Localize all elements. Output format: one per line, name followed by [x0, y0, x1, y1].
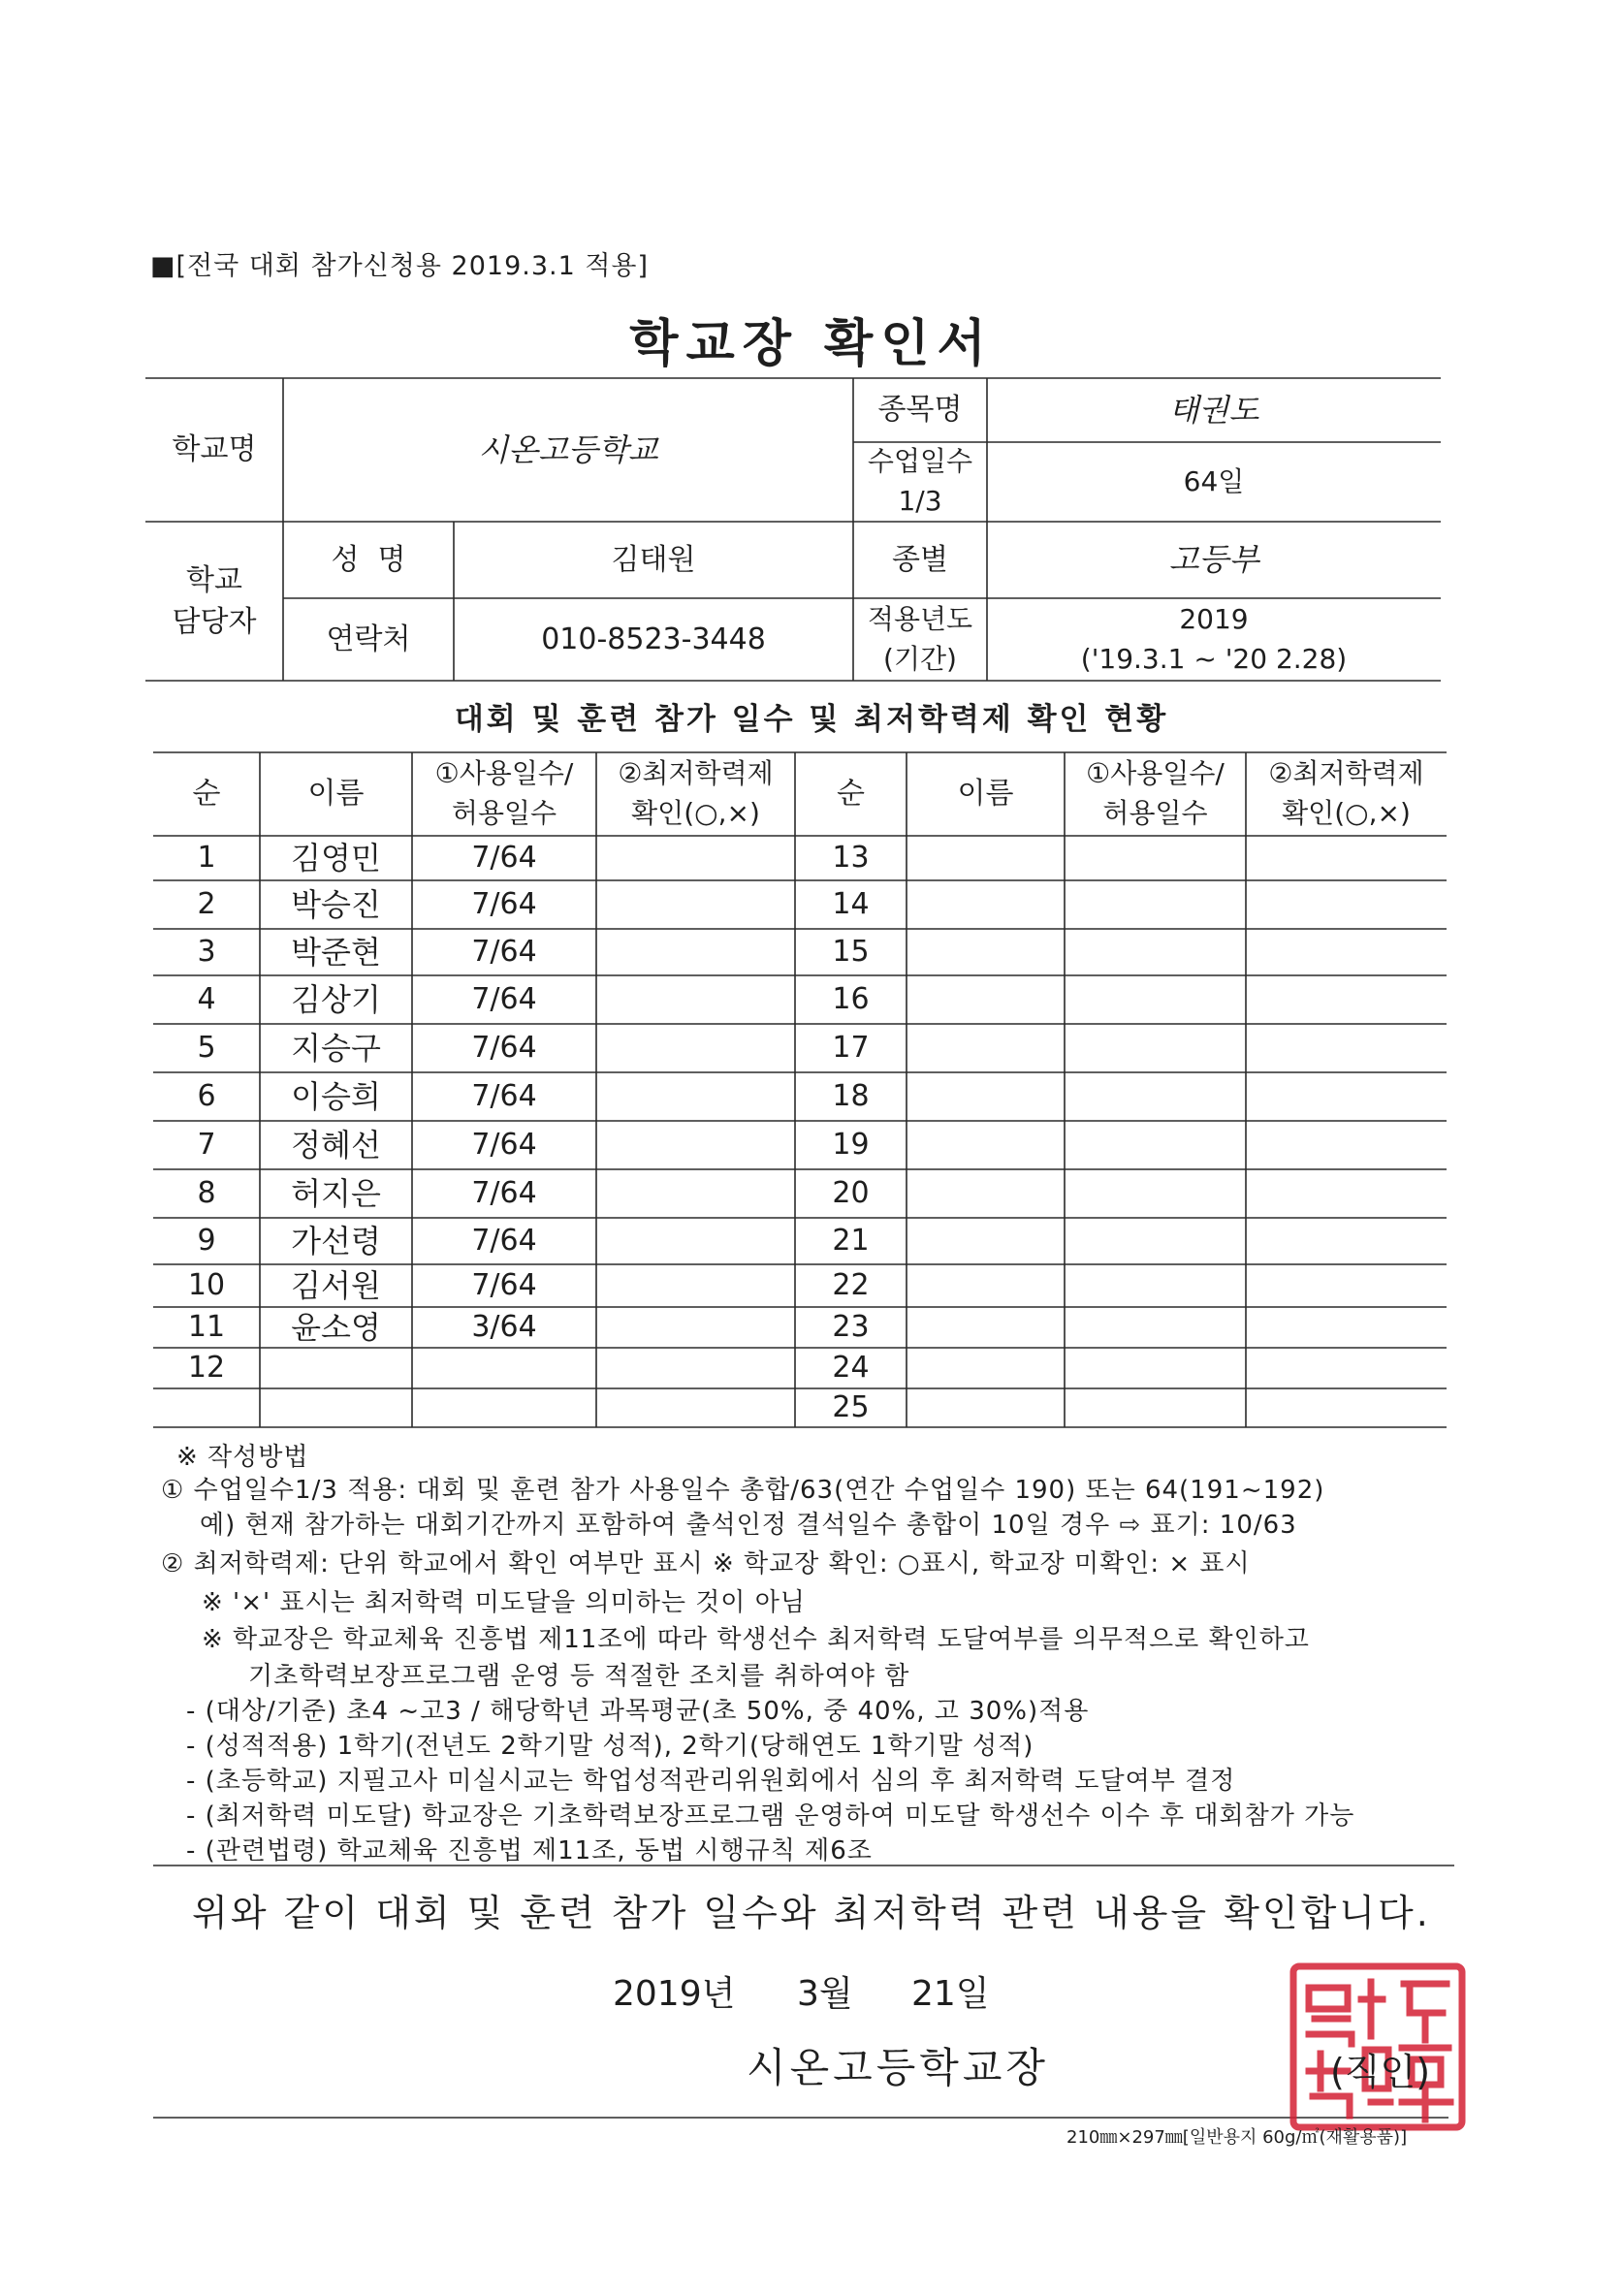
right-row-no: 16 [832, 982, 870, 1017]
left-row-name: 김상기 [291, 980, 381, 1018]
left-row-name: 박준현 [291, 933, 381, 971]
header-days-right [1065, 752, 1246, 836]
header-days-left [412, 752, 596, 836]
school-days-label [853, 442, 987, 522]
confirmation-text: 위와 같이 대회 및 훈련 참가 일수와 최저학력 관련 내용을 확인합니다. [192, 1892, 1431, 1934]
header-no-left: 순 [192, 777, 221, 812]
year-label [853, 598, 987, 681]
year-value-line1: 2019 [1179, 602, 1249, 635]
left-row-no: 6 [197, 1079, 216, 1114]
header-no-right: 순 [837, 777, 865, 812]
division-label: 종별 [892, 542, 948, 577]
seal-label: (직인) [1330, 2051, 1431, 2093]
header-check-right-line2: 확인(○,×) [1282, 797, 1411, 829]
left-row-days: 7/64 [471, 1224, 537, 1259]
sport-label: 종목명 [877, 393, 963, 428]
left-row-name: 정혜선 [291, 1126, 381, 1164]
left-row-days: 7/64 [471, 1128, 537, 1163]
instruction-line: - (성적적용) 1학기(전년도 2학기말 성적), 2학기(당해연도 1학기말 성적) [186, 1732, 1034, 1761]
instruction-line: ① 수업일수1/3 적용: 대회 및 훈련 참가 사용일수 총합/63(연간 수업일수 190) 또는 64(191~192) [161, 1476, 1325, 1505]
left-row-days: 7/64 [471, 982, 537, 1017]
left-row-name: 가선령 [291, 1222, 381, 1260]
right-row-no: 21 [832, 1224, 870, 1259]
date-day: 21일 [911, 1974, 990, 2014]
header-days-right-line1: ①사용일수/ [1086, 757, 1225, 790]
left-row-name: 윤소영 [291, 1308, 381, 1346]
instructions-heading: ※ 작성방법 [176, 1443, 309, 1472]
school-days-value: 64일 [1183, 464, 1245, 497]
date-year: 2019년 [613, 1974, 736, 2014]
instruction-line: ※ 학교장은 학교체육 진흥법 제11조에 따라 학생선수 최저학력 도달여부를 의무적으로 확인하고 [202, 1625, 1310, 1654]
left-row-days [412, 1388, 596, 1427]
year-label-line2: (기간) [883, 642, 957, 675]
school-days-label-line2: 1/3 [898, 485, 942, 517]
header-days-left-line1: ①사용일수/ [434, 757, 574, 790]
left-row-name: 김영민 [291, 839, 381, 877]
left-row-name: 이승희 [291, 1077, 381, 1115]
left-row-name: 지승구 [291, 1029, 381, 1067]
left-row-no: 7 [197, 1128, 216, 1163]
left-row-no: 5 [197, 1031, 216, 1066]
school-value: 시온고등학교 [478, 430, 658, 468]
manager-label-line1: 학교 [186, 562, 242, 597]
left-row-no: 4 [197, 982, 216, 1017]
left-row-name [260, 1388, 412, 1427]
manager-name-label: 성 명 [331, 542, 406, 577]
left-row-no: 12 [187, 1351, 226, 1386]
left-row-days: 7/64 [471, 935, 537, 970]
left-row-no: 2 [197, 887, 216, 922]
right-row-no: 13 [832, 841, 870, 876]
year-label-line1: 적용년도 [867, 602, 973, 635]
manager-label [145, 522, 283, 681]
instruction-line: 기초학력보장프로그램 운영 등 적절한 조치를 취하여야 함 [248, 1662, 910, 1691]
left-row-name [260, 1348, 412, 1388]
section-title: 대회 및 훈련 참가 일수 및 최저학력제 확인 현황 [454, 702, 1169, 737]
instruction-line: 예) 현재 참가하는 대회기간까지 포함하여 출석인정 결석일수 총합이 10일 경우 ⇨ 표기: 10/63 [200, 1511, 1297, 1540]
contact-label: 연락처 [326, 622, 411, 656]
right-row-no: 20 [832, 1176, 870, 1211]
left-row-days: 7/64 [471, 1079, 537, 1114]
left-row-days [412, 1348, 596, 1388]
left-row-days: 7/64 [471, 1031, 537, 1066]
header-check-left-line1: ②최저학력제 [618, 757, 774, 790]
manager-label-line2: 담당자 [172, 605, 257, 639]
instruction-line: - (초등학교) 지필고사 미실시교는 학업성적관리위원회에서 심의 후 최저학력 도달여부 결정 [186, 1767, 1236, 1796]
contact-value: 010-8523-3448 [541, 622, 766, 656]
header-name-left: 이름 [307, 777, 365, 812]
year-value [987, 598, 1441, 681]
left-row-days: 3/64 [471, 1310, 537, 1345]
right-row-no: 25 [832, 1390, 870, 1425]
right-row-no: 15 [832, 935, 870, 970]
date-month: 3월 [797, 1974, 853, 2014]
instruction-line: - (관련법령) 학교체육 진흥법 제11조, 동법 시행규칙 제6조 [186, 1836, 873, 1866]
instruction-line: - (최저학력 미도달) 학교장은 기초학력보장프로그램 운영하여 미도달 학생선수 이수 후 대회참가 가능 [186, 1802, 1355, 1831]
header-check-left-line2: 확인(○,×) [631, 797, 760, 829]
left-row-no: 10 [187, 1268, 226, 1303]
header-days-right-line2: 허용일수 [1102, 797, 1208, 829]
right-row-no: 18 [832, 1079, 870, 1114]
right-row-no: 17 [832, 1031, 870, 1066]
document-title: 학교장 확인서 [629, 315, 994, 373]
instruction-line: ② 최저학력제: 단위 학교에서 확인 여부만 표시 ※ 학교장 확인: ○표시, 학교장 미확인: × 표시 [161, 1549, 1251, 1578]
left-row-no: 3 [197, 935, 216, 970]
principal-name: 시온고등학교장 [747, 2044, 1050, 2091]
manager-name-value: 김태원 [611, 542, 696, 577]
left-row-no: 8 [197, 1176, 216, 1211]
header-check-right-line1: ②최저학력제 [1268, 757, 1424, 790]
sport-value: 태권도 [1168, 391, 1259, 429]
right-row-no: 14 [832, 887, 870, 922]
right-row-no: 23 [832, 1310, 870, 1345]
left-row-days: 7/64 [471, 887, 537, 922]
left-row-no: 11 [187, 1310, 226, 1345]
left-row-name: 박승진 [291, 885, 381, 923]
instruction-line: ※ '×' 표시는 최저학력 미도달을 의미하는 것이 아님 [202, 1588, 806, 1617]
header-note: ■[전국 대회 참가신청용 2019.3.1 적용] [150, 251, 650, 281]
left-row-name: 김서원 [291, 1266, 381, 1304]
right-row-no: 19 [832, 1128, 870, 1163]
left-row-days: 7/64 [471, 841, 537, 876]
school-label: 학교명 [172, 432, 257, 467]
header-days-left-line2: 허용일수 [451, 797, 557, 829]
instruction-line: - (대상/기준) 초4 ~고3 / 해당학년 과목평균(초 50%, 중 40%, 고 30%)적용 [186, 1697, 1090, 1726]
footer-note: 210㎜×297㎜[일반용지 60g/㎡(재활용품)] [1066, 2127, 1408, 2148]
right-row-no: 24 [832, 1351, 870, 1386]
school-days-label-line1: 수업일수 [867, 445, 973, 478]
year-value-line2: ('19.3.1 ~ '20 2.28) [1080, 642, 1348, 675]
left-row-no: 1 [197, 841, 216, 876]
header-check-right [1246, 752, 1447, 836]
left-row-days: 7/64 [471, 1176, 537, 1211]
left-row-name: 허지은 [291, 1174, 381, 1212]
header-check-left [596, 752, 795, 836]
left-row-days: 7/64 [471, 1268, 537, 1303]
left-row-no: 9 [197, 1224, 216, 1259]
right-row-no: 22 [832, 1268, 870, 1303]
left-row-no [153, 1388, 260, 1427]
header-name-right: 이름 [957, 777, 1014, 812]
division-value: 고등부 [1168, 541, 1259, 579]
